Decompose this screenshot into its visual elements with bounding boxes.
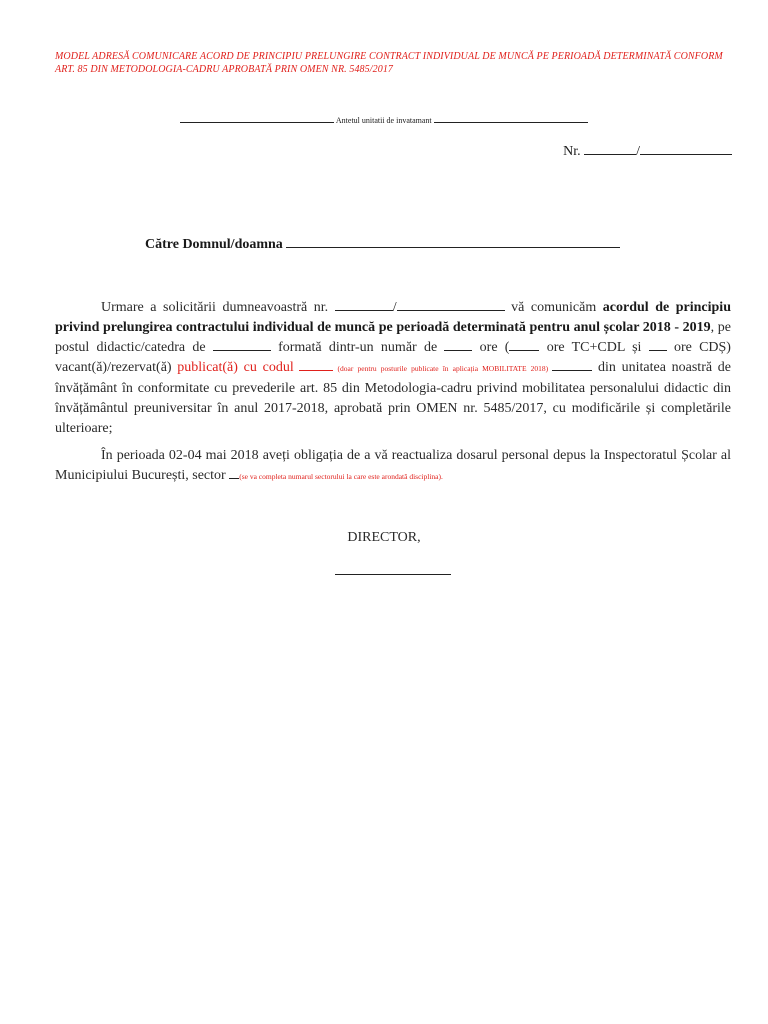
p1-text-6: ore ( <box>472 340 510 355</box>
p1-text-7: ore TC+CDL și <box>539 340 649 355</box>
p1-text-8: ore CDȘ) vacant(ă)/rezervat(ă) <box>55 340 731 375</box>
p1-text-3: vă comunicăm <box>504 300 603 315</box>
p1-blank-cod <box>299 370 333 371</box>
p1-note-mobilitate: (doar pentru posturile publicate în aplicația MOBILITATE 2018) <box>333 364 553 373</box>
p1-text-9: din unitatea noastră de învățământ în conformitate cu prevederile art. 85 din Metodologia-cadru privind mobilitatea personalului didactic din învățământul preuniversitar în anul 2017-2018, aprobată prin OMEN nr. 5485/2017, cu modificările și completările ulterioare; <box>55 360 732 436</box>
paragraph-acord <box>55 298 731 439</box>
p1-text-5: formată dintr-un număr de <box>270 340 445 355</box>
p1-sep: / <box>392 300 397 315</box>
antet-blank-right <box>434 114 588 123</box>
p1-blank-nr1 <box>335 310 393 311</box>
p1-blank-catedra <box>213 350 271 351</box>
model-header: MODEL ADRESĂ COMUNICARE ACORD DE PRINCIPIU PRELUNGIRE CONTRACT INDIVIDUAL DE MUNCĂ PE PERIOADĂ DETERMINATĂ CONFORM ART. 85 DIN METODOLOGIA-CADRU APROBATĂ PRIN OMEN NR. 5485/2017 <box>55 51 723 75</box>
p1-text-4: , pe postul didactic/catedra de <box>55 320 731 355</box>
recipient-blank <box>286 247 620 248</box>
p1-blank-cds <box>649 350 667 351</box>
antet-blank-left <box>180 114 334 123</box>
p1-text-1: Urmare a solicitării dumneavoastră nr. <box>101 300 335 315</box>
nr-separator: / <box>636 144 640 159</box>
recipient-line <box>145 237 620 253</box>
p2-blank-sector <box>229 478 239 479</box>
nr-label: Nr. <box>563 144 581 159</box>
antet-label: Antetul unitatii de invatamant <box>335 116 432 125</box>
registration-number <box>563 144 732 160</box>
p1-blank-unitate <box>552 370 592 371</box>
p1-blank-tc <box>509 350 539 351</box>
recipient-label: Către Domnul/doamna <box>145 237 283 252</box>
p1-bold-acord: acordul de principiu privind prelungirea contractului individual de muncă pe perioadă determinată pentru anul școlar 2018 - 2019 <box>55 300 731 335</box>
antet-line <box>0 114 768 125</box>
paragraph-obligatie <box>55 446 731 487</box>
p2-text-1: În perioada 02-04 mai 2018 aveți obligația de a vă reactualiza dosarul personal depus la Inspectoratul Școlar al Municipiului București, sector <box>55 448 731 483</box>
nr-blank-1 <box>584 154 636 155</box>
p1-blank-nr2 <box>397 310 505 311</box>
p1-blank-ore <box>444 350 472 351</box>
director-signature-line <box>335 574 451 575</box>
nr-blank-2 <box>640 154 732 155</box>
p2-note-sector: (se va completa numarul sectorului la care este arondată disciplina). <box>239 472 443 481</box>
director-label: DIRECTOR, <box>347 530 421 545</box>
p1-red-cod: publicat(ă) cu codul <box>177 360 300 375</box>
